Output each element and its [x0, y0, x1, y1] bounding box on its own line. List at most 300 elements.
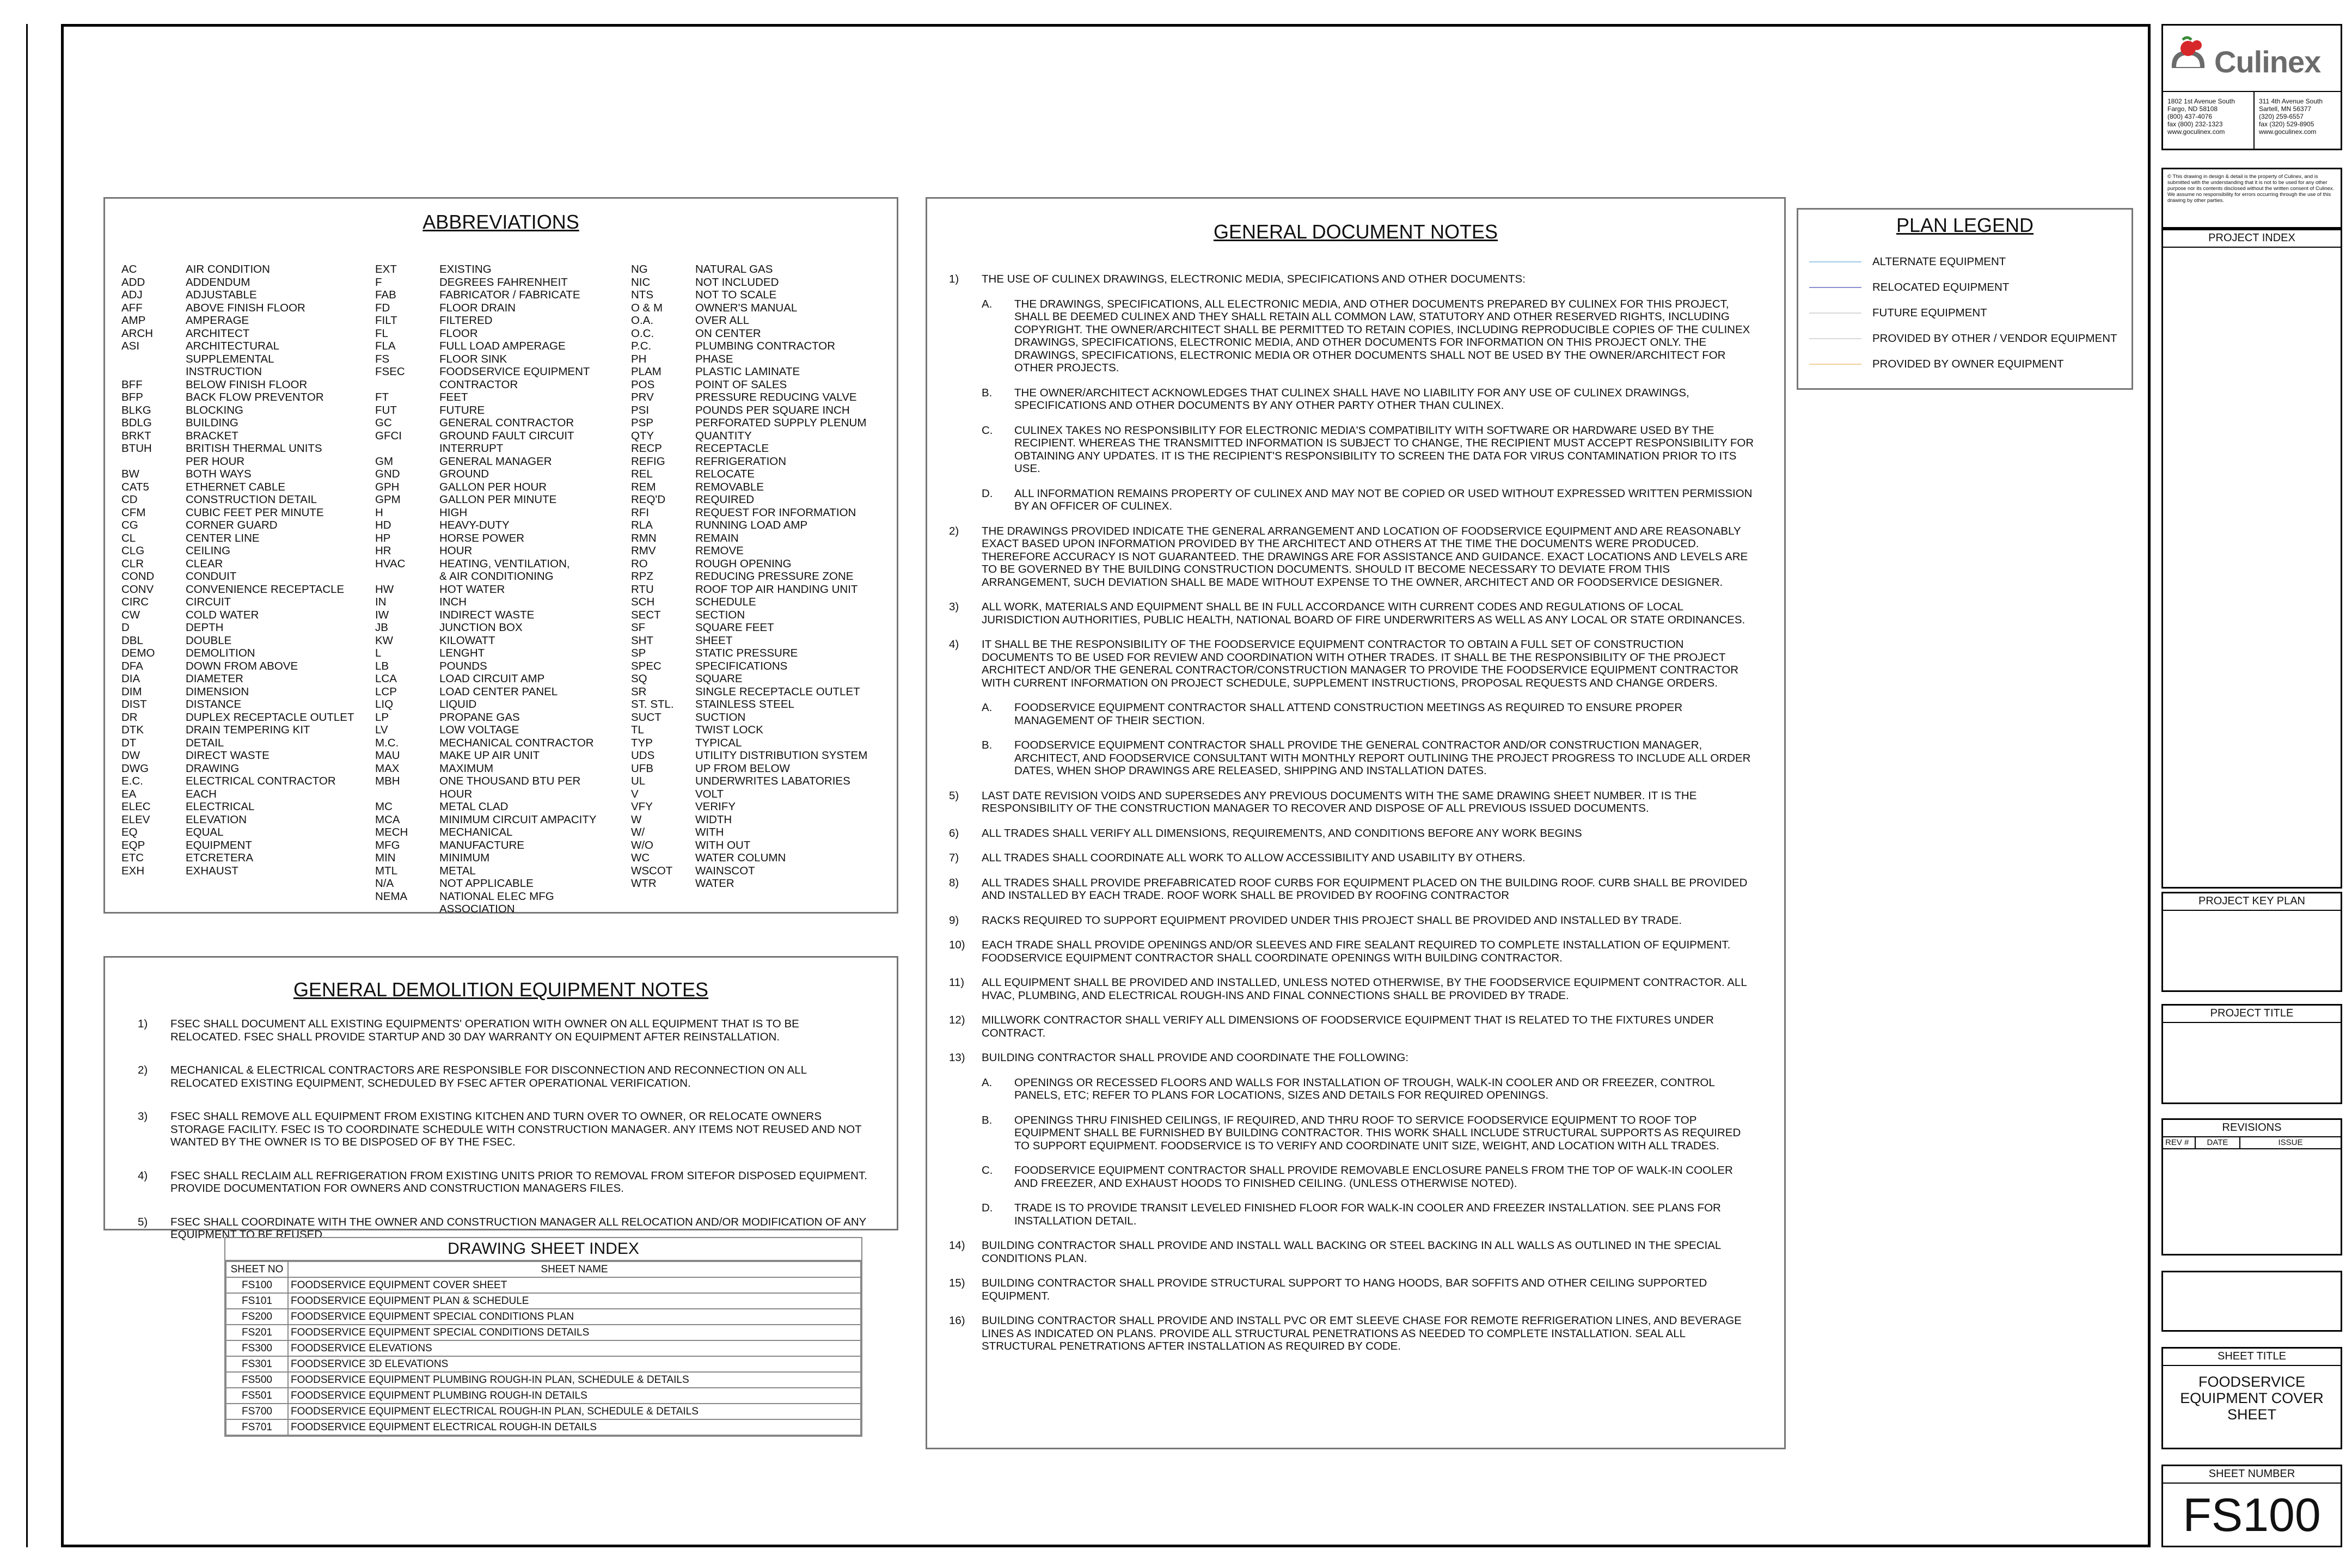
- abbreviation-meaning: REQUIRED: [695, 493, 755, 506]
- abbreviation-code: DIST: [121, 698, 147, 710]
- abbreviation-code: PSI: [631, 403, 650, 416]
- abbreviation-code: PH: [631, 352, 647, 365]
- abbreviation-row: [121, 570, 354, 583]
- abbreviation-row: [631, 455, 867, 468]
- abbreviation-meaning: FEET: [439, 391, 468, 403]
- sheet-name-cell: FOODSERVICE EQUIPMENT PLAN & SCHEDULE: [288, 1293, 861, 1309]
- abbreviation-meaning: STAINLESS STEEL: [695, 698, 794, 710]
- note-number: 12): [949, 1014, 965, 1026]
- abbreviation-meaning: SECTION: [695, 608, 745, 621]
- address-line: fax (320) 529-8905: [2259, 120, 2314, 128]
- abbreviation-row: [121, 558, 354, 571]
- general-note: [949, 976, 1755, 1002]
- general-subnote: [949, 1164, 1755, 1190]
- legend-line-swatch: [1809, 261, 1861, 262]
- sheet-number-cell: FS201: [226, 1325, 288, 1340]
- abbreviation-meaning: ROUGH OPENING: [695, 557, 792, 570]
- abbreviation-meaning: CEILING: [186, 544, 231, 557]
- abbreviation-meaning: MECHANICAL CONTRACTOR: [439, 736, 594, 749]
- abbreviation-meaning: EQUIPMENT: [186, 838, 252, 852]
- abbreviation-code: LCP: [375, 685, 397, 698]
- abbreviation-code: CIRC: [121, 596, 149, 608]
- address-line: Fargo, ND 58108: [2167, 105, 2218, 113]
- abbreviation-row: [375, 455, 597, 468]
- plan-legend-list: [1809, 249, 2117, 377]
- plan-legend-title: PLAN LEGEND: [1896, 214, 2034, 236]
- abbreviation-row: [121, 493, 354, 506]
- abbreviation-meaning: FABRICATOR / FABRICATE: [439, 289, 580, 301]
- abbreviation-code: REL: [631, 468, 653, 480]
- note-text: ALL TRADES SHALL VERIFY ALL DIMENSIONS, REQUIREMENTS, AND CONDITIONS BEFORE ANY WORK BEGINS: [982, 826, 1582, 840]
- rev-date-header: DATE: [2196, 1137, 2240, 1148]
- abbreviation-code: MFG: [375, 838, 400, 852]
- abbreviation-meaning: CONVENIENCE RECEPTACLE: [186, 583, 345, 596]
- abbreviation-code: RMN: [631, 531, 657, 544]
- abbreviation-row: [121, 749, 354, 762]
- abbreviation-code: [121, 455, 186, 468]
- abbreviation-code: UFB: [631, 762, 653, 775]
- abbreviation-row: [631, 302, 867, 315]
- sheet-number-cell: FS200: [226, 1309, 288, 1325]
- abbreviation-meaning: ADDENDUM: [186, 275, 250, 289]
- abbreviation-meaning: GROUND FAULT CIRCUIT: [439, 429, 574, 442]
- abbreviation-code: [375, 442, 439, 455]
- general-note: [949, 1051, 1755, 1227]
- abbreviation-meaning: INSTRUCTION: [186, 365, 262, 378]
- sheet-name-cell: FOODSERVICE ELEVATIONS: [288, 1340, 861, 1356]
- abbreviation-row: [631, 340, 867, 353]
- abbreviation-meaning: DOWN FROM ABOVE: [186, 659, 298, 672]
- abbreviation-code: DR: [121, 710, 138, 724]
- abbreviation-meaning: REDUCING PRESSURE ZONE: [695, 570, 854, 583]
- abbreviation-meaning: FLOOR DRAIN: [439, 301, 516, 314]
- abbreviation-meaning: EACH: [186, 787, 217, 800]
- abbreviation-meaning: VERIFY: [695, 800, 736, 813]
- abbreviation-meaning: HOT WATER: [439, 583, 505, 596]
- general-note: [949, 789, 1755, 815]
- sheet-title-block: [2161, 1347, 2342, 1449]
- abbreviation-row: [121, 455, 354, 468]
- abbreviation-row: [375, 826, 597, 839]
- abbreviation-code: POS: [631, 378, 655, 391]
- abbreviation-code: MCA: [375, 813, 400, 826]
- abbreviation-code: COND: [121, 570, 155, 583]
- abbreviation-row: [121, 634, 354, 647]
- subnote-text: FOODSERVICE EQUIPMENT CONTRACTOR SHALL PROVIDE REMOVABLE ENCLOSURE PANELS FROM THE TOP OF WALK-IN COOLER AND FREEZER, AND EXHAUST HOODS TO FINISHED CEILING. (UNLESS OTHERWISE NOTED).: [1014, 1164, 1733, 1190]
- abbreviation-meaning: MINIMUM CIRCUIT AMPACITY: [439, 813, 597, 826]
- abbreviation-row: [375, 788, 597, 801]
- subnote-text: THE OWNER/ARCHITECT ACKNOWLEDGES THAT CULINEX SHALL HAVE NO LIABILITY FOR ANY USE OF CULINEX DRAWINGS, SPECIFICATIONS AND OTHER DOCUMENTS BY ANY OTHER PARTY OTHER THAN CULINEX.: [1014, 386, 1689, 412]
- sheet-index-row: [226, 1340, 861, 1356]
- abbreviation-code: PRV: [631, 391, 654, 403]
- note-number: 4): [138, 1169, 148, 1182]
- abbreviation-code: E.C.: [121, 775, 143, 787]
- note-number: 16): [949, 1314, 965, 1327]
- abbreviation-row: [375, 519, 597, 532]
- abbreviation-meaning: & AIR CONDITIONING: [439, 570, 554, 583]
- abbreviation-row: [631, 442, 867, 455]
- abbreviation-row: [375, 711, 597, 724]
- note-text: FSEC SHALL DOCUMENT ALL EXISTING EQUIPMENTS' OPERATION WITH OWNER ON ALL EQUIPMENT THAT IS TO BE RELOCATED. FSEC SHALL PROVIDE STARTUP AND 30 DAY WARRANTY ON EQUIPMENT AFTER REINSTALLATION.: [170, 1018, 799, 1043]
- abbreviation-row: [631, 544, 867, 558]
- abbreviation-code: SP: [631, 647, 646, 659]
- subnote-text: TRADE IS TO PROVIDE TRANSIT LEVELED FINISHED FLOOR FOR WALK-IN COOLER AND FREEZER INSTALLATION. SEE PLANS FOR INSTALLATION DETAIL.: [1014, 1202, 1721, 1227]
- abbreviation-row: [631, 685, 867, 699]
- abbreviation-row: [121, 852, 354, 865]
- legend-line-swatch: [1809, 287, 1861, 288]
- abbreviation-meaning: PHASE: [695, 352, 733, 365]
- abbreviation-code: CD: [121, 493, 138, 506]
- note-text: BUILDING CONTRACTOR SHALL PROVIDE AND INSTALL WALL BACKING OR STEEL BACKING IN ALL WALLS AS OUTLINED IN THE SPECIAL CONDITIONS PLAN.: [982, 1239, 1721, 1265]
- abbreviation-row: [121, 711, 354, 724]
- abbreviation-meaning: ARCHITECTURAL: [186, 340, 279, 352]
- abbreviation-meaning: BUILDING: [186, 416, 238, 429]
- note-text: EACH TRADE SHALL PROVIDE OPENINGS AND/OR SLEEVES AND FIRE SEALANT REQUIRED TO COMPLETE INSTALLATION OF EQUIPMENT. FOODSERVICE EQUIPMENT CONTRACTOR SHALL COORDINATE OPENINGS WITH BUILDING CONTRACTOR.: [982, 939, 1731, 964]
- abbreviation-code: BLKG: [121, 403, 151, 416]
- general-subnote: [949, 701, 1755, 727]
- abbreviation-code: EXT: [375, 263, 397, 275]
- legend-line-swatch: [1809, 313, 1861, 314]
- note-text: BUILDING CONTRACTOR SHALL PROVIDE AND INSTALL PVC OR EMT SLEEVE CHASE FOR REMOTE REFRIGERATION LINES, AND BEVERAGE LINES AS INDICATED ON PLANS. PROVIDE ALL STRUCTURAL PENETRATIONS AS NEEDED TO COMPLETE INSTALLATION. SEAL ALL STRUCTURAL PENETRATIONS AFTER INSTALLATION AS REQUIRED BY CODE.: [982, 1314, 1742, 1352]
- abbreviation-code: PLAM: [631, 365, 661, 378]
- abbreviation-meaning: CONDUIT: [186, 570, 237, 583]
- abbreviation-code: [121, 353, 186, 366]
- abbreviation-code: FD: [375, 301, 390, 314]
- abbreviation-meaning: ELEVATION: [186, 813, 247, 826]
- abbreviation-code: DEMO: [121, 647, 155, 659]
- general-note: [949, 1314, 1755, 1353]
- sheet-name-cell: FOODSERVICE EQUIPMENT ELECTRICAL ROUGH-IN DETAILS: [288, 1419, 861, 1435]
- abbreviation-code: NTS: [631, 289, 653, 301]
- abbreviation-code: RFI: [631, 506, 650, 519]
- sheet-name-cell: FOODSERVICE EQUIPMENT PLUMBING ROUGH-IN PLAN, SCHEDULE & DETAILS: [288, 1372, 861, 1388]
- abbreviation-row: [375, 340, 597, 353]
- note-number: 13): [949, 1051, 965, 1064]
- abbreviation-row: [375, 775, 597, 788]
- sheet-index-row: [226, 1277, 861, 1293]
- subnote-letter: C.: [982, 1164, 993, 1177]
- abbreviation-row: [375, 532, 597, 545]
- abbreviation-code: [375, 903, 439, 916]
- note-number: 3): [138, 1110, 148, 1123]
- abbreviation-code: PSP: [631, 416, 654, 429]
- abbreviation-meaning: CONSTRUCTION DETAIL: [186, 493, 317, 506]
- blank-block: [2161, 1271, 2342, 1332]
- abbreviation-row: [375, 378, 597, 391]
- abbreviation-code: N/A: [375, 877, 394, 890]
- abbreviation-meaning: ETCRETERA: [186, 852, 254, 864]
- abbreviation-meaning: PROPANE GAS: [439, 710, 520, 724]
- abbreviation-meaning: MANUFACTURE: [439, 838, 525, 852]
- abbreviation-code: V: [631, 787, 639, 800]
- abbreviation-row: [375, 813, 597, 826]
- abbreviation-meaning: KILOWATT: [439, 634, 495, 647]
- abbreviation-row: [375, 672, 597, 685]
- abbreviation-row: [375, 506, 597, 519]
- abbreviation-row: [631, 698, 867, 711]
- abbreviation-meaning: POUNDS PER SQUARE INCH: [695, 403, 850, 416]
- abbreviation-code: DFA: [121, 659, 143, 672]
- abbreviation-code: LCA: [375, 672, 397, 685]
- abbreviation-meaning: SQUARE: [695, 672, 743, 685]
- abbreviation-meaning: UP FROM BELOW: [695, 762, 790, 775]
- sheet-name-cell: FOODSERVICE EQUIPMENT ELECTRICAL ROUGH-IN PLAN, SCHEDULE & DETAILS: [288, 1404, 861, 1419]
- abbreviation-row: [121, 698, 354, 711]
- abbreviation-meaning: BACK FLOW PREVENTOR: [186, 391, 324, 403]
- abbreviation-code: CONV: [121, 583, 154, 596]
- abbreviation-meaning: PRESSURE REDUCING VALVE: [695, 391, 857, 403]
- note-number: 5): [949, 789, 959, 802]
- note-number: 10): [949, 939, 965, 951]
- abbreviation-row: [121, 839, 354, 852]
- sheet-number-cell: FS300: [226, 1340, 288, 1356]
- abbreviation-code: ETC: [121, 852, 144, 864]
- abbreviation-code: VFY: [631, 800, 653, 813]
- abbreviation-meaning: ADJUSTABLE: [186, 289, 257, 301]
- abbreviation-row: [375, 621, 597, 634]
- abbreviation-code: WTR: [631, 877, 657, 890]
- abbreviation-row: [631, 813, 867, 826]
- abbreviation-row: [375, 865, 597, 878]
- subnote-letter: A.: [982, 701, 993, 714]
- abbreviation-code: SF: [631, 621, 646, 634]
- revisions-block: [2161, 1118, 2342, 1255]
- abbreviation-code: UDS: [631, 749, 655, 762]
- abbreviation-row: [121, 762, 354, 775]
- general-note: [949, 1014, 1755, 1039]
- general-notes-panel: [926, 197, 1786, 1449]
- general-note: [949, 914, 1755, 927]
- sheet-index-row: [226, 1388, 861, 1404]
- abbreviation-row: [631, 314, 867, 327]
- address-line: 1802 1st Avenue South: [2167, 97, 2235, 105]
- abbreviation-meaning: MAXIMUM: [439, 762, 494, 775]
- abbreviation-code: ELEV: [121, 813, 150, 826]
- abbreviation-meaning: DUPLEX RECEPTACLE OUTLET: [186, 710, 354, 724]
- abbreviation-code: [121, 365, 186, 378]
- abbreviation-row: [375, 365, 597, 378]
- abbreviation-meaning: NOT TO SCALE: [695, 289, 777, 301]
- abbreviation-meaning: MECHANICAL: [439, 826, 513, 838]
- subnote-letter: C.: [982, 424, 993, 437]
- abbreviation-meaning: WITH OUT: [695, 838, 751, 852]
- abbreviation-code: MBH: [375, 775, 400, 787]
- abbreviation-code: LV: [375, 724, 388, 736]
- abbreviation-row: [631, 711, 867, 724]
- abbreviation-code: DIM: [121, 685, 142, 698]
- abbreviation-meaning: GENERAL CONTRACTOR: [439, 416, 574, 429]
- abbreviation-row: [121, 737, 354, 750]
- abbreviation-code: BW: [121, 468, 140, 480]
- abbreviation-code: GM: [375, 455, 394, 468]
- abbreviation-row: [631, 634, 867, 647]
- abbreviation-code: RLA: [631, 519, 653, 531]
- abbreviation-code: DTK: [121, 724, 144, 736]
- abbreviation-meaning: DRAWING: [186, 762, 240, 775]
- abbreviation-row: [631, 762, 867, 775]
- abbreviation-row: [121, 647, 354, 660]
- abbreviation-code: ASI: [121, 340, 140, 352]
- abbreviation-meaning: AMPERAGE: [186, 314, 249, 327]
- abbreviation-meaning: NOT INCLUDED: [695, 275, 779, 289]
- sheet-number-cell: FS500: [226, 1372, 288, 1388]
- general-subnote: [949, 739, 1755, 777]
- abbreviation-row: [375, 391, 597, 404]
- abbreviation-meaning: METAL: [439, 864, 476, 877]
- general-note: [949, 525, 1755, 589]
- abbreviation-code: WSCOT: [631, 864, 673, 877]
- note-number: 9): [949, 914, 959, 927]
- sheet-index-row: [226, 1419, 861, 1435]
- abbreviation-meaning: BLOCKING: [186, 403, 243, 416]
- note-number: 15): [949, 1277, 965, 1289]
- abbreviation-row: [121, 289, 354, 302]
- abbreviation-meaning: GALLON PER HOUR: [439, 480, 547, 493]
- abbreviation-meaning: REMAIN: [695, 531, 739, 544]
- abbreviation-meaning: ETHERNET CABLE: [186, 480, 286, 493]
- project-title-label: PROJECT TITLE: [2163, 1004, 2341, 1023]
- abbreviation-meaning: MAKE UP AIR UNIT: [439, 749, 540, 762]
- subnote-text: OPENINGS OR RECESSED FLOORS AND WALLS FOR INSTALLATION OF TROUGH, WALK-IN COOLER AND OR FREEZER, CONTROL PANELS, ETC; REFER TO PLANS FOR LOCATIONS, SIZES AND DETAILS FOR REQUIRED OPENINGS.: [1014, 1076, 1714, 1101]
- abbreviation-meaning: ARCHITECT: [186, 327, 250, 340]
- abbreviations-title: ABBREVIATIONS: [422, 211, 579, 233]
- abbreviation-row: [375, 314, 597, 327]
- abbreviation-code: AFF: [121, 301, 143, 314]
- abbreviation-code: REM: [631, 480, 656, 493]
- abbreviation-meaning: GENERAL MANAGER: [439, 455, 552, 468]
- abbreviation-row: [631, 737, 867, 750]
- abbreviation-code: BRKT: [121, 429, 151, 442]
- abbreviation-meaning: DEMOLITION: [186, 647, 255, 659]
- abbreviation-code: ADJ: [121, 289, 143, 301]
- abbreviation-code: RPZ: [631, 570, 653, 583]
- abbreviation-row: [631, 865, 867, 878]
- abbreviation-row: [121, 340, 354, 353]
- abbreviation-meaning: DIMENSION: [186, 685, 249, 698]
- sheet-name-header: SHEET NAME: [288, 1261, 861, 1277]
- sheet-title-label: SHEET TITLE: [2163, 1347, 2341, 1366]
- abbreviation-code: H: [375, 506, 383, 519]
- abbreviation-code: FS: [375, 352, 390, 365]
- abbreviation-code: DWG: [121, 762, 149, 775]
- abbreviation-meaning: SUCTION: [695, 710, 746, 724]
- abbreviation-code: REQ'D: [631, 493, 666, 506]
- abbreviation-code: F: [375, 275, 382, 289]
- legend-label: FUTURE EQUIPMENT: [1872, 306, 1987, 319]
- abbreviation-row: [375, 762, 597, 775]
- abbreviation-row: [631, 839, 867, 852]
- abbreviation-meaning: WATER COLUMN: [695, 852, 786, 864]
- abbreviation-meaning: DOUBLE: [186, 634, 232, 647]
- abbreviation-row: [375, 596, 597, 609]
- abbreviation-meaning: REQUEST FOR INFORMATION: [695, 506, 856, 519]
- plan-legend-panel: [1797, 208, 2133, 390]
- abbreviation-row: [121, 596, 354, 609]
- project-index-block: [2161, 229, 2342, 889]
- abbreviation-meaning: FLOOR: [439, 327, 478, 340]
- abbreviation-row: [121, 519, 354, 532]
- note-number: 11): [949, 976, 965, 989]
- abbreviation-code: DIA: [121, 672, 140, 685]
- abbreviation-meaning: METAL CLAD: [439, 800, 509, 813]
- abbreviation-meaning: SINGLE RECEPTACLE OUTLET: [695, 685, 860, 698]
- subnote-text: ALL INFORMATION REMAINS PROPERTY OF CULINEX AND MAY NOT BE COPIED OR USED WITHOUT EXPRESSED WRITTEN PERMISSION BY AN OFFICER OF CULINEX.: [1014, 487, 1753, 512]
- abbreviation-row: [631, 621, 867, 634]
- subnote-letter: A.: [982, 297, 993, 310]
- abbreviation-meaning: REMOVABLE: [695, 480, 764, 493]
- general-subnote: [949, 298, 1755, 375]
- abbreviation-row: [631, 391, 867, 404]
- general-note: [949, 877, 1755, 902]
- abbreviation-meaning: SUPPLEMENTAL: [186, 352, 274, 365]
- abbreviation-row: [375, 724, 597, 737]
- abbreviation-meaning: WITH: [695, 826, 724, 838]
- abbreviation-code: CW: [121, 608, 140, 621]
- sheet-number-cell: FS700: [226, 1404, 288, 1419]
- abbreviation-meaning: EQUAL: [186, 826, 224, 838]
- abbreviation-code: HVAC: [375, 557, 406, 570]
- abbreviation-row: [631, 775, 867, 788]
- abbreviation-meaning: STATIC PRESSURE: [695, 647, 798, 659]
- note-text: ALL WORK, MATERIALS AND EQUIPMENT SHALL BE IN FULL ACCORDANCE WITH CURRENT CODES AND REGULATIONS OF LOCAL JURISDICTION AUTHORITIES, PUBLIC HEALTH, NATIONAL BOARD OF FIRE UNDERWRITERS AS WELL AS ANY LOCAL OR STATE ORDINANCES.: [982, 601, 1745, 626]
- abbreviation-row: [375, 289, 597, 302]
- abbreviation-code: LIQ: [375, 698, 394, 710]
- abbreviation-code: TYP: [631, 736, 653, 749]
- abbreviation-meaning: VOLT: [695, 787, 724, 800]
- abbreviation-code: EQ: [121, 826, 138, 838]
- note-number: 8): [949, 876, 959, 889]
- abbreviation-row: [121, 544, 354, 558]
- general-note: [949, 852, 1755, 865]
- abbreviation-meaning: LOAD CENTER PANEL: [439, 685, 558, 698]
- abbreviation-meaning: ONE THOUSAND BTU PER: [439, 775, 581, 787]
- abbreviation-code: RMV: [631, 544, 656, 557]
- abbreviation-row: [121, 660, 354, 673]
- abbreviation-row: [375, 737, 597, 750]
- abbreviation-code: CLG: [121, 544, 145, 557]
- revisions-label: REVISIONS: [2163, 1118, 2341, 1137]
- abbreviation-meaning: WAINSCOT: [695, 864, 755, 877]
- abbreviation-code: MECH: [375, 826, 408, 838]
- abbreviation-row: [375, 749, 597, 762]
- abbreviation-code: RO: [631, 557, 648, 570]
- abbreviation-meaning: WATER: [695, 877, 734, 890]
- sheet-number-cell: FS701: [226, 1419, 288, 1435]
- note-text: FSEC SHALL COORDINATE WITH THE OWNER AND CONSTRUCTION MANAGER ALL RELOCATION AND/OR MODIFICATION OF ANY EQUIPMENT TO BE REUSED.: [170, 1215, 866, 1241]
- abbreviation-row: [631, 609, 867, 622]
- abbreviation-code: O.A.: [631, 314, 654, 327]
- logo-block: [2161, 24, 2342, 150]
- abbreviation-meaning: NATIONAL ELEC MFG: [439, 890, 554, 903]
- note-number: 3): [949, 601, 959, 613]
- abbreviation-row: [631, 826, 867, 839]
- abbreviation-row: [631, 800, 867, 813]
- note-text: BUILDING CONTRACTOR SHALL PROVIDE STRUCTURAL SUPPORT TO HANG HOODS, BAR SOFFITS AND OTHER CEILING SUPPORTED EQUIPMENT.: [982, 1277, 1707, 1302]
- abbreviation-row: [631, 749, 867, 762]
- abbreviation-row: [375, 839, 597, 852]
- abbreviation-row: [121, 826, 354, 839]
- abbreviation-meaning: AIR CONDITION: [186, 263, 270, 275]
- abbreviation-row: [631, 378, 867, 391]
- abbreviation-meaning: REFRIGERATION: [695, 455, 787, 468]
- sheet-no-header: SHEET NO: [226, 1261, 288, 1277]
- abbreviation-code: ST. STL.: [631, 698, 674, 710]
- abbreviation-code: REFIG: [631, 455, 665, 468]
- abbreviation-row: [121, 391, 354, 404]
- demolition-notes-panel: [103, 956, 898, 1241]
- abbreviation-meaning: CORNER GUARD: [186, 519, 278, 531]
- sheet-name-cell: FOODSERVICE EQUIPMENT COVER SHEET: [288, 1277, 861, 1293]
